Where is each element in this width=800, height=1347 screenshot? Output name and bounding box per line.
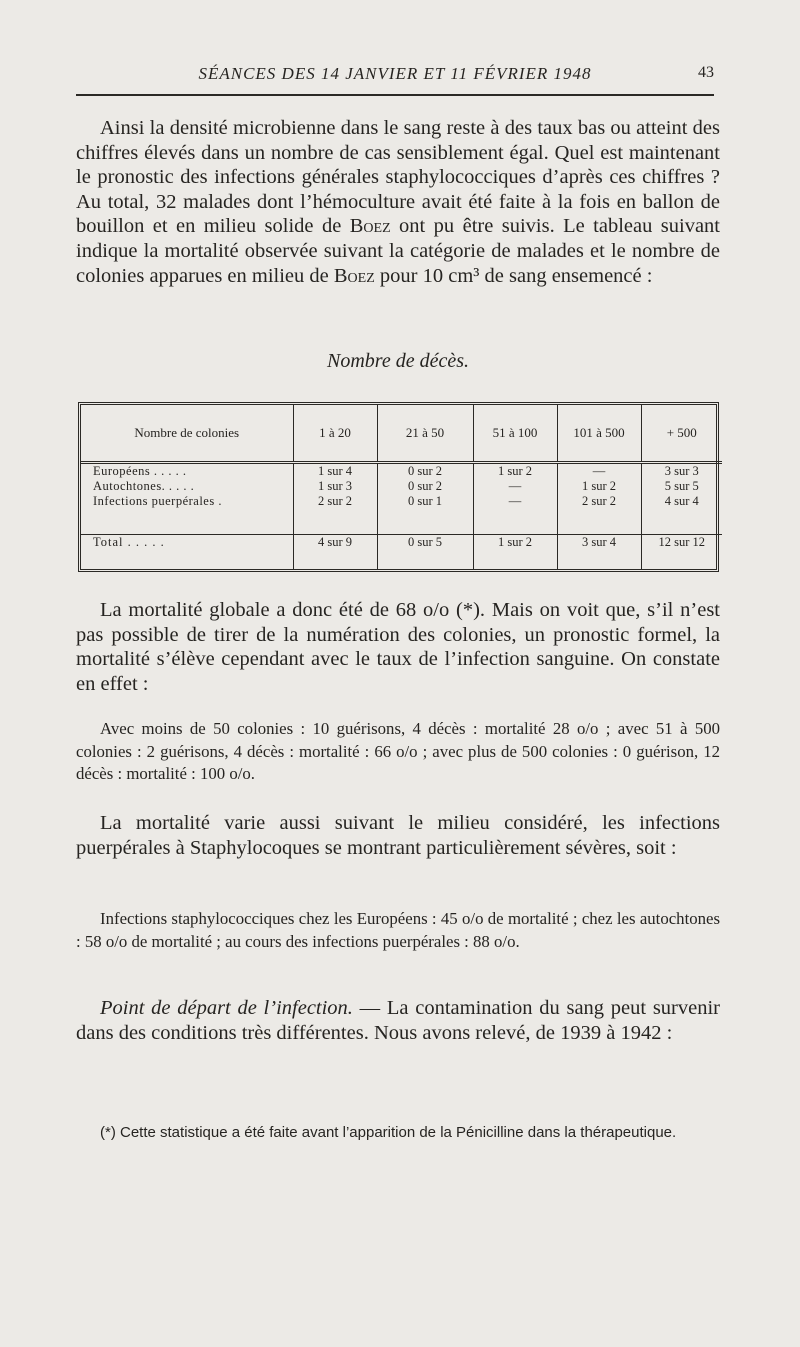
- header-21-50: 21 à 50: [377, 405, 473, 463]
- table-cell: 1 sur 3: [317, 479, 353, 493]
- table-cell: 1 sur 4: [317, 464, 353, 478]
- table-row: [81, 463, 722, 535]
- table-header-row: [81, 405, 722, 463]
- table-cell: 1 sur 2: [497, 464, 533, 478]
- footnote: (*) Cette statistique a été faite avant l’apparition de la Pénicilline dans la thérapeutique.: [100, 1124, 677, 1141]
- colony-mortality-paragraph: Avec moins de 50 colonies : 10 guérisons, 4 décès : mortalité 28 o/o ; avec 51 à 500 colonies : 2 guérisons, 4 décès : mortalité : 66 o/o ; avec plus de 500 colonies : 0 guérison, 12 décès : mortalité : 100 o/o.: [76, 719, 720, 783]
- mortality-table-frame: [78, 402, 719, 572]
- total-cell: 12 sur 12: [641, 535, 722, 569]
- total-cell: 1 sur 2: [473, 535, 557, 569]
- table-cell: 2 sur 2: [317, 494, 353, 508]
- mortality-table: [81, 405, 722, 569]
- table-cell: 5 sur 5: [664, 479, 699, 493]
- header-rule: [76, 94, 714, 96]
- row-label-autochtones: Autochtones. . . . .: [93, 479, 195, 493]
- table-cell: 0 sur 2: [407, 464, 443, 478]
- running-head-title: SÉANCES DES 14 JANVIER ET 11 FÉVRIER 1948: [198, 64, 592, 83]
- column-over-500: [641, 463, 722, 535]
- page-number: 43: [698, 64, 714, 81]
- header-colonies: Nombre de colonies: [81, 405, 293, 463]
- column-21-50: [377, 463, 473, 535]
- infection-origin-paragraph: Point de départ de l’infection. — La contamination du sang peut survenir dans des conditions très différentes. Nous avons relevé, de 1939 à 1942 :: [76, 997, 720, 1044]
- row-label-puerperales: Infections puerpérales .: [93, 494, 222, 508]
- table-cell: 0 sur 1: [407, 494, 443, 508]
- section-heading: Point de départ de l’infection.: [100, 997, 353, 1019]
- milieu-paragraph: La mortalité varie aussi suivant le milieu considéré, les infections puerpérales à Staphylocoques se montrant particulièrement sévères, soit :: [76, 812, 720, 859]
- total-cell: 3 sur 4: [557, 535, 641, 569]
- header-101-500: 101 à 500: [557, 405, 641, 463]
- total-cell: 0 sur 5: [377, 535, 473, 569]
- column-1-20: [293, 463, 377, 535]
- header-over-500: + 500: [641, 405, 722, 463]
- column-101-500: [557, 463, 641, 535]
- table-cell: 3 sur 3: [664, 464, 699, 478]
- total-label: Total . . . . .: [81, 535, 293, 569]
- table-cell: 0 sur 2: [407, 479, 443, 493]
- row-label-europeens: Européens . . . . .: [93, 464, 187, 478]
- total-cell: 4 sur 9: [293, 535, 377, 569]
- global-mortality-paragraph: La mortalité globale a donc été de 68 o/o (*). Mais on voit que, s’il n’est pas possible de tirer de la numération des colonies, un pronostic formel, la mortalité s’élève cependant avec le taux de l’infection sanguine. On constate en effet :: [76, 599, 720, 695]
- table-title: Nombre de décès.: [327, 350, 469, 372]
- header-51-100: 51 à 100: [473, 405, 557, 463]
- header-1-20: 1 à 20: [293, 405, 377, 463]
- table-cell: 2 sur 2: [581, 494, 617, 508]
- intro-paragraph: Ainsi la densité microbienne dans le sang reste à des taux bas ou atteint des chiffres élevés dans un nombre de cas sensiblement égal. Quel est maintenant le pronostic des infections générales staphylococciques d’après ces chiffres ? Au total, 32 malades dont l’hémoculture avait été faite à la fois en ballon de bouillon et en milieu solide de Boez ont pu être suivis. Le tableau suivant indique la mortalité observée suivant la catégorie de malades et le nombre de colonies apparues en milieu de Boez pour 10 cm³ de sang ensemencé :: [76, 117, 721, 287]
- staph-mortality-paragraph: Infections staphylococciques chez les Européens : 45 o/o de mortalité ; chez les autochtones : 58 o/o de mortalité ; au cours des infections puerpérales : 88 o/o.: [76, 909, 720, 951]
- row-labels: [81, 463, 293, 535]
- table-total-row: [81, 535, 722, 569]
- table-cell: 1 sur 2: [581, 479, 617, 493]
- table-cell: 4 sur 4: [664, 494, 699, 508]
- table-cell: —: [508, 494, 522, 508]
- column-51-100: [473, 463, 557, 535]
- table-cell: —: [508, 479, 522, 493]
- table-cell: —: [592, 464, 606, 478]
